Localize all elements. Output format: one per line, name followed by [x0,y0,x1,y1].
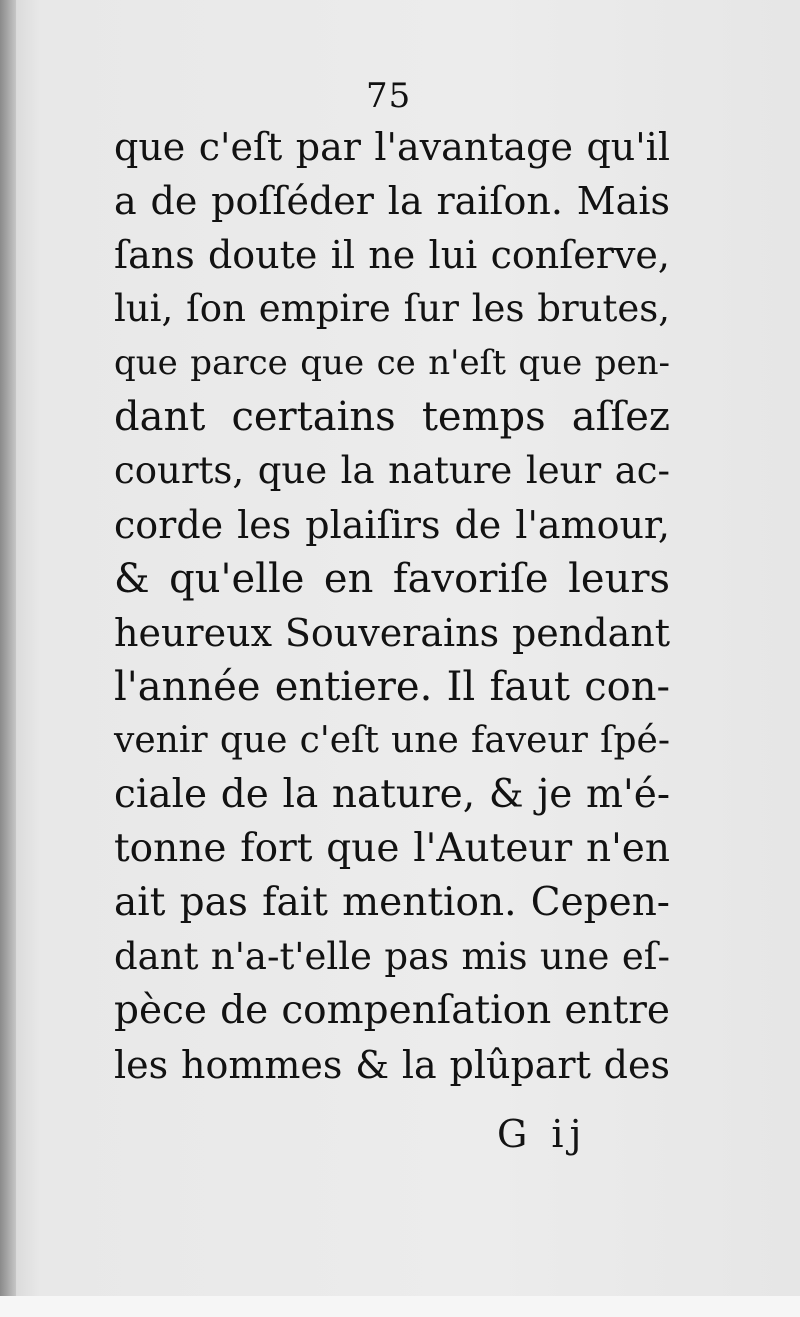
text-line: les hommes & la plûpart des [114,1043,670,1087]
text-line: corde les plaiſirs de l'amour, [114,503,670,547]
page-number: 75 [366,76,412,116]
text-line: dant n'a-t'elle pas mis une eſ- [114,935,670,978]
text-line: ſans doute il ne lui conſerve, [114,233,670,277]
page-bottom-edge [0,1296,800,1317]
text-line: lui, ſon empire ſur les brutes, [114,287,670,330]
text-line: courts, que la nature leur ac- [114,449,670,492]
text-line: venir que c'eſt une faveur ſpé- [114,720,670,761]
text-line: tonne fort que l'Auteur n'en [114,826,670,871]
spine-shadow [0,0,16,1317]
text-line: a de poſſéder la raiſon. Mais [114,179,670,223]
text-line: l'année entiere. Il faut con- [114,664,670,710]
text-line: que c'eſt par l'avantage qu'il [114,125,670,169]
text-line: & qu'elle en favoriſe leurs [114,556,670,602]
text-line: ciale de la nature, & je m'é- [114,772,670,817]
text-line: heureux Souverains pendant [114,611,670,655]
text-line: dant certains temps aſſez [114,394,670,440]
text-line: ait pas fait mention. Cepen- [114,880,670,925]
text-line: que parce que ce n'eſt que pen- [114,343,670,383]
body-text [114,120,670,1092]
signature-mark: G ij [497,1112,588,1156]
text-line: pèce de compenſation entre [114,988,670,1033]
